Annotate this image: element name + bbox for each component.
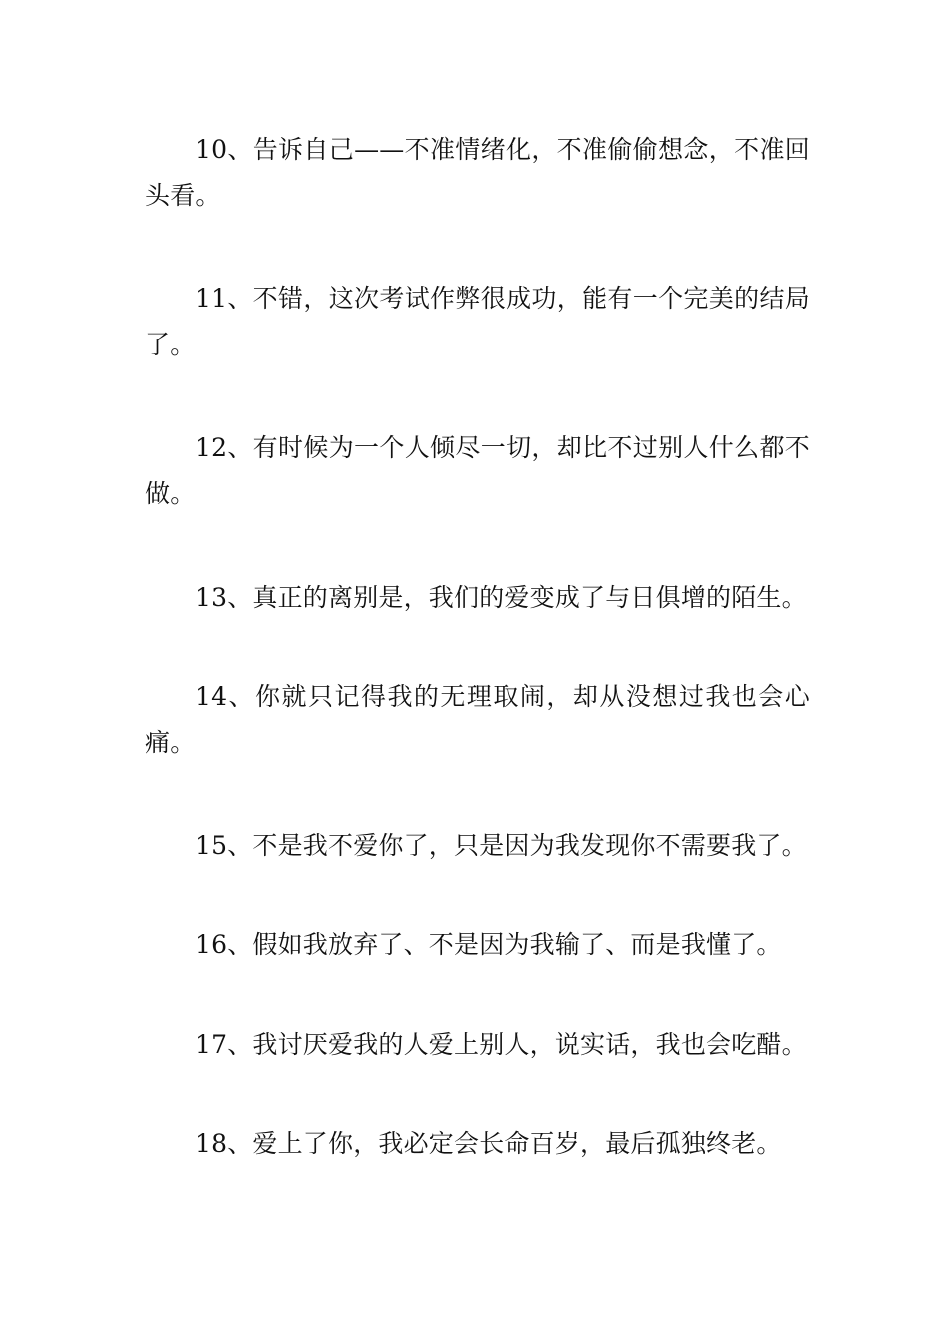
paragraph-16: 16、假如我放弃了、不是因为我输了、而是我懂了。 (195, 930, 782, 959)
paragraph-15: 15、不是我不爱你了，只是因为我发现你不需要我了。 (195, 831, 807, 860)
paragraph-18: 18、爱上了你，我必定会长命百岁，最后孤独终老。 (195, 1129, 782, 1158)
paragraph-13: 13、真正的离别是，我们的爱变成了与日俱增的陌生。 (195, 583, 807, 612)
paragraph-12: 12、有时候为一个人倾尽一切，却比不过别人什么都不做。 (145, 433, 810, 508)
paragraph-11: 11、不错，这次考试作弊很成功，能有一个完美的结局了。 (145, 284, 810, 359)
paragraph-10: 10、告诉自己——不准情绪化，不准偷偷想念，不准回头看。 (145, 135, 810, 210)
paragraph-14: 14、你就只记得我的无理取闹，却从没想过我也会心痛。 (145, 682, 810, 757)
paragraph-17: 17、我讨厌爱我的人爱上别人，说实话，我也会吃醋。 (195, 1030, 807, 1059)
